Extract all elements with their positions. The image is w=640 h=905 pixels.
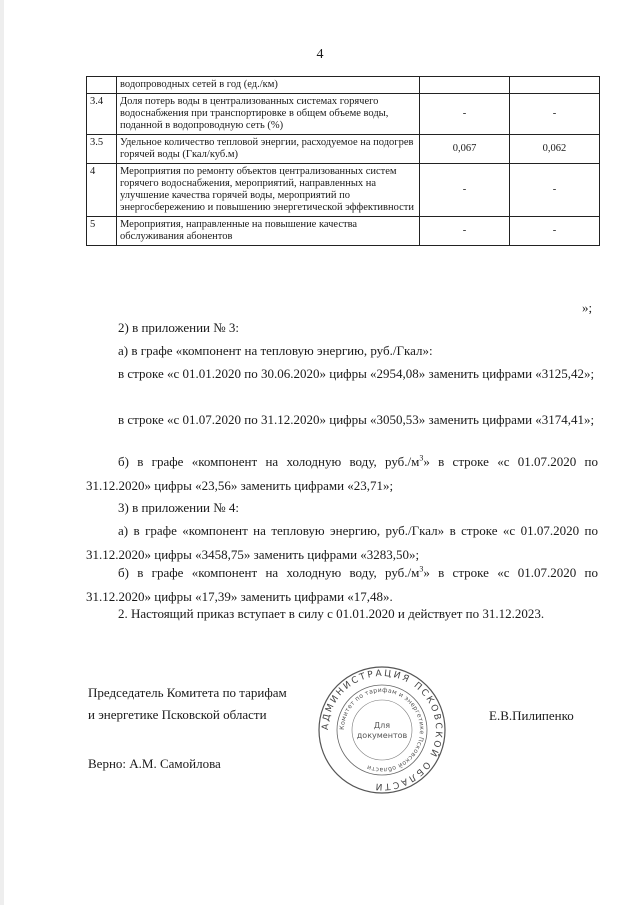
paragraph-effective-date: 2. Настоящий приказ вступает в силу с 01.01.2020 и действует по 31.12.2023. [118,606,545,621]
row-description: водопроводных сетей в год (ед./км) [116,77,419,94]
row-value-1: - [420,164,510,217]
paragraph-cold-water-4-part1: б) в графе «компонент на холодную воду, руб./м [118,565,420,580]
row-value-2: - [509,94,599,135]
paragraph-cold-water-4-part2: » в строке «с 01.07.2020 по 31.12.2020» цифры «17,39» заменить цифрами «17,48». [86,565,598,604]
stamp-outer-text: АДМИНИСТРАЦИЯ ПСКОВСКОЙ ОБЛАСТИ [320,668,444,792]
row-value-1 [420,77,510,94]
row-value-2: - [509,217,599,246]
superscript-3: 3 [419,564,424,574]
row-description: Удельное количество тепловой энергии, расходуемое на подогрев горячей воды (Гкал/куб.м) [116,135,419,164]
table-row [87,94,600,135]
row-value-2: 0,062 [509,135,599,164]
certified-copy-line: Верно: А.М. Самойлова [88,756,221,771]
row-number: 3.5 [87,135,117,164]
row-number: 4 [87,164,117,217]
official-stamp [316,664,448,796]
quote-end: »; [582,300,593,315]
paragraph-cold-water-3-part2: » в строке «с 01.07.2020 по 31.12.2020» цифры «23,56» заменить цифрами «23,71»; [86,454,598,493]
stamp-inner-text: Комитет по тарифам и энергетике Псковской области [338,686,426,774]
paragraph-row-first-half: в строке «с 01.01.2020 по 30.06.2020» цифры «2954,08» заменить цифрами «3125,42»; [118,366,595,381]
paragraph-heat-component: а) в графе «компонент на тепловую энергию, руб./Гкал»: [118,343,433,358]
row-value-2: - [509,164,599,217]
stamp-center-line1: Для [373,721,391,730]
table-row [87,135,600,164]
row-number: 3.4 [87,94,117,135]
table-row [87,77,600,94]
signatory-title-line2: и энергетике Псковской области [88,707,267,722]
superscript-3: 3 [419,453,424,463]
stamp-center-line2: документов [356,731,408,740]
row-description: Мероприятия, направленные на повышение качества обслуживания абонентов [116,217,419,246]
row-value-1: 0,067 [420,135,510,164]
table-row [87,217,600,246]
paragraph-appendix-3: 2) в приложении № 3: [118,320,240,335]
row-number: 5 [87,217,117,246]
signatory-name: Е.В.Пилипенко [489,708,574,723]
row-value-2 [509,77,599,94]
signatory-title [88,682,287,726]
row-value-1: - [420,94,510,135]
paragraph-cold-water-4 [86,561,598,608]
table-row [87,164,600,217]
paragraph-appendix-4: 3) в приложении № 4: [118,500,240,515]
indicators-table [86,76,600,246]
signatory-title-line1: Председатель Комитета по тарифам [88,685,287,700]
row-description: Доля потерь воды в централизованных системах горячего водоснабжения при транспортировке в общем объеме воды, поданной в водопроводную сеть (%) [116,94,419,135]
paragraph-heat-component-4: а) в графе «компонент на тепловую энергию, руб./Гкал» в строке «с 01.07.2020 по 31.12.2020» цифры «3458,75» заменить цифрами «3283,50»; [86,523,598,562]
row-number [87,77,117,94]
scan-margin-edge [0,0,4,905]
paragraph-row-second-half: в строке «с 01.07.2020 по 31.12.2020» цифры «3050,53» заменить цифрами «3174,41»; [118,412,595,427]
paragraph-cold-water-3-part1: б) в графе «компонент на холодную воду, руб./м [118,454,420,469]
paragraph-cold-water-3 [86,450,598,497]
page-number: 4 [316,47,324,62]
row-value-1: - [420,217,510,246]
row-description: Мероприятия по ремонту объектов централизованных систем горячего водоснабжения, мероприятий, направленных на улучшение качества горячей воды, мероприятий по энергосбережению и повышению энергетической эффективности [116,164,419,217]
